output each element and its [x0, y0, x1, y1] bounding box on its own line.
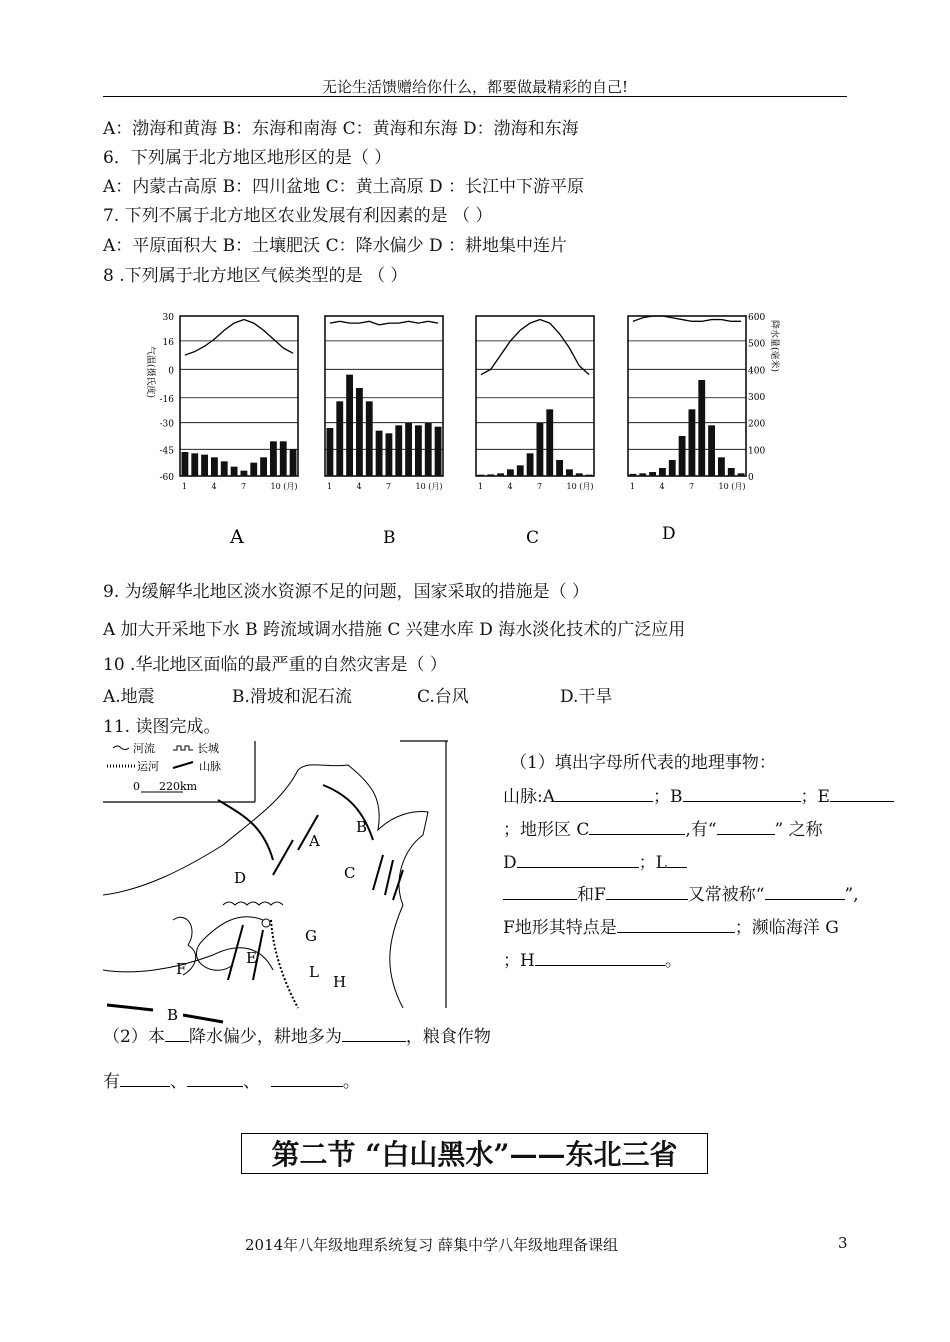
precipitation-bar: [260, 457, 267, 476]
x-tick-label: 4: [659, 482, 665, 491]
left-axis-tick: -16: [159, 394, 174, 405]
chart-frame: [476, 316, 594, 476]
precipitation-bar: [546, 409, 553, 476]
x-tick-label: 1: [478, 482, 484, 491]
map-label: B: [167, 1006, 179, 1024]
precipitation-bar: [356, 388, 363, 476]
precipitation-bar: [556, 460, 563, 476]
map-label: C: [344, 864, 356, 882]
precipitation-bar: [659, 468, 666, 476]
q11-part2-b: 降水偏少，耕地多为: [188, 1027, 342, 1047]
precipitation-bar: [376, 431, 383, 476]
precipitation-bar: [366, 401, 373, 476]
precipitation-bar: [487, 474, 494, 476]
blank-c[interactable]: [589, 818, 685, 835]
q10-option-d: D.干旱: [560, 687, 613, 707]
blank-f[interactable]: [606, 883, 688, 900]
q11-line6: [503, 913, 839, 938]
blank-l2[interactable]: [503, 883, 577, 900]
blank-e[interactable]: [830, 785, 894, 802]
precipitation-bar: [679, 436, 686, 476]
panel-label: B: [383, 528, 396, 548]
blank-l[interactable]: [667, 851, 687, 868]
left-axis-tick: -45: [159, 446, 174, 457]
legend-scale: 220km: [159, 780, 198, 793]
q11-line6-a: F地形其特点是: [503, 918, 617, 938]
q11-line3-c: ” 之称: [774, 820, 823, 840]
precipitation-bar: [415, 425, 422, 476]
q11-part2-c: ，粮食作物: [405, 1027, 491, 1047]
q5-options: A：渤海和黄海 B：东海和南海 C：黄海和东海 D：渤海和东海: [103, 119, 579, 139]
precipitation-bar: [250, 463, 257, 476]
header-motto: 无论生活馈赠给你什么，都要做最精彩的自己!: [321, 78, 629, 96]
precipitation-bar: [327, 428, 334, 476]
chart-frame: [628, 316, 746, 476]
left-axis-tick: -30: [159, 419, 174, 430]
precipitation-bar: [336, 401, 343, 476]
blank-crop2[interactable]: [187, 1070, 243, 1087]
q11-stem: 11. 读图完成。: [103, 717, 221, 737]
blank-c-nickname[interactable]: [717, 818, 775, 835]
panel-label: D: [662, 524, 676, 544]
precipitation-bar: [630, 474, 637, 476]
q11-line7: [503, 946, 682, 971]
left-axis-tick: 30: [162, 313, 174, 323]
map-label: B: [356, 818, 368, 836]
q11-line7-a: ；H: [503, 951, 535, 971]
precipitation-bar: [231, 467, 238, 476]
panel-label: A: [230, 526, 244, 548]
precipitation-bar: [698, 380, 705, 476]
blank-crop1[interactable]: [120, 1070, 170, 1087]
x-tick-label: 1: [182, 482, 188, 491]
map-label: G: [305, 927, 317, 945]
map-label: F: [176, 960, 187, 978]
q10-option-a: A.地震: [103, 687, 155, 707]
q7-stem: 7. 下列不属于北方地区农业发展有利因素的是 （ ）: [103, 206, 493, 226]
precipitation-bar: [270, 441, 277, 476]
left-axis-tick: -60: [159, 473, 174, 483]
section-title: 第二节 “白山黑水”——东北三省: [241, 1133, 708, 1174]
right-axis-tick: 0: [748, 473, 754, 483]
q8-stem: 8 .下列属于北方地区气候类型的是 （ ）: [103, 266, 408, 286]
q11-part3-c: 、: [243, 1072, 260, 1092]
climate-charts: [140, 306, 790, 558]
blank-nickname[interactable]: [765, 883, 845, 900]
q11-line2-b: ；B: [653, 787, 683, 807]
q11-part3-b: 、: [170, 1072, 187, 1092]
q7-options: A：平原面积大 B：土壤肥沃 C：降水偏少 D ：耕地集中连片: [103, 236, 568, 256]
map-label: D: [234, 869, 247, 887]
footer-left: 2014年八年级地理系统复习 薛集中学八年级地理备课组: [245, 1236, 618, 1254]
blank-d[interactable]: [517, 851, 639, 868]
precipitation-bar: [425, 423, 432, 476]
q11-line5: [503, 880, 859, 905]
right-axis-tick: 100: [748, 446, 766, 457]
blank-crop3[interactable]: [271, 1070, 343, 1087]
precipitation-bar: [527, 453, 534, 476]
q11-line3-a: ；地形区 C: [503, 820, 590, 840]
x-tick-label: 1: [327, 482, 333, 491]
x-tick-label: 10 (月): [415, 482, 443, 491]
temperature-line: [633, 316, 741, 321]
map-label: A: [309, 832, 320, 850]
legend-scale-zero: 0: [133, 780, 140, 793]
precipitation-bar: [211, 457, 218, 476]
q11-line5-c: 又常被称“: [687, 885, 765, 905]
precipitation-bar: [435, 427, 442, 476]
precipitation-bar: [386, 433, 393, 476]
right-axis-tick: 300: [748, 393, 766, 403]
q11-line5-d: ”,: [844, 885, 859, 905]
legend-river: 河流: [133, 742, 155, 755]
right-axis-tick: 400: [748, 366, 766, 377]
blank-a[interactable]: [555, 785, 653, 802]
q11-line5-b: 和F: [577, 885, 606, 905]
precipitation-bar: [478, 475, 485, 476]
x-tick-label: 10 (月): [270, 482, 298, 491]
map-label: L: [309, 963, 319, 981]
map-label: H: [333, 973, 347, 991]
precipitation-bar: [669, 460, 676, 476]
temperature-line: [330, 321, 438, 325]
blank-f-feature[interactable]: [617, 916, 735, 933]
q11-line4-a: D: [503, 853, 517, 873]
q11-line3-b: ,有“: [685, 820, 717, 840]
x-tick-label: 4: [211, 482, 217, 491]
q11-part2-a: （2）本: [103, 1027, 165, 1047]
left-axis-tick: 0: [168, 366, 174, 377]
blank-region[interactable]: [165, 1025, 189, 1042]
q6-stem: 6．下列属于北方地区地形区的是（ ）: [103, 148, 392, 168]
legend-mountain: 山脉: [199, 760, 221, 773]
precipitation-bar: [346, 375, 353, 476]
q11-part3-a: 有: [103, 1072, 120, 1092]
blank-b[interactable]: [683, 785, 801, 802]
precipitation-bar: [639, 473, 646, 476]
q10-option-c: C.台风: [417, 687, 469, 707]
x-tick-label: 7: [689, 482, 695, 491]
blank-farmland[interactable]: [342, 1025, 406, 1042]
precipitation-bar: [191, 453, 198, 476]
x-tick-label: 1: [630, 482, 636, 491]
right-axis-tick: 200: [748, 419, 766, 430]
x-tick-label: 10 (月): [718, 482, 746, 491]
x-tick-label: 7: [537, 482, 543, 491]
temperature-line: [481, 320, 589, 375]
precipitation-bar: [395, 425, 402, 476]
precipitation-bar: [497, 473, 504, 476]
left-axis-label: 气温(摄氏度): [145, 346, 155, 399]
precipitation-bar: [738, 473, 745, 476]
precipitation-bar: [405, 423, 412, 476]
x-tick-label: 4: [356, 482, 362, 491]
q11-line4-b: ；L: [638, 853, 667, 873]
header-divider: [103, 96, 847, 97]
x-tick-label: 7: [241, 482, 247, 491]
q11-line2-c: ；E: [800, 787, 830, 807]
map-label: E: [246, 949, 257, 967]
precipitation-bar: [566, 469, 573, 476]
legend-wall: 长城: [197, 742, 219, 755]
precipitation-bar: [586, 475, 593, 476]
q10-stem: 10 .华北地区面临的最严重的自然灾害是（ ）: [103, 655, 447, 675]
right-axis-tick: 600: [748, 313, 766, 323]
precipitation-bar: [537, 423, 544, 476]
precipitation-bar: [718, 457, 725, 476]
north-china-map: [103, 740, 453, 1030]
temperature-line: [185, 320, 293, 356]
q6-options: A：内蒙古高原 B：四川盆地 C：黄土高原 D ：长江中下游平原: [103, 177, 585, 197]
precipitation-bar: [201, 455, 208, 476]
panel-label: C: [526, 528, 540, 548]
precipitation-bar: [241, 471, 248, 476]
q9-stem: 9. 为缓解华北地区淡水资源不足的问题，国家采取的措施是（ ）: [103, 582, 590, 602]
precipitation-bar: [182, 452, 189, 476]
q11-line2: [503, 782, 894, 807]
precipitation-bar: [221, 461, 228, 476]
right-axis-label: 降水量(毫米): [769, 320, 779, 373]
precipitation-bar: [280, 441, 287, 476]
q11-part2: [103, 1022, 491, 1047]
blank-h[interactable]: [535, 949, 665, 966]
left-axis-tick: 16: [162, 337, 174, 348]
precipitation-bar: [576, 473, 583, 476]
precipitation-bar: [290, 449, 297, 476]
q11-part3: [103, 1067, 360, 1092]
q9-options: A 加大开采地下水 B 跨流域调水措施 C 兴建水库 D 海水淡化技术的广泛应用: [103, 620, 686, 640]
q11-line2-a: 山脉:A: [503, 787, 556, 807]
precipitation-bar: [507, 469, 514, 476]
q11-part3-d: 。: [342, 1072, 360, 1092]
page-number: 3: [838, 1234, 848, 1252]
x-tick-label: 7: [386, 482, 392, 491]
q11-line6-b: ；濒临海洋 G: [734, 918, 839, 938]
precipitation-bar: [649, 472, 656, 476]
right-axis-tick: 500: [748, 339, 766, 350]
x-tick-label: 4: [507, 482, 513, 491]
legend-canal: 运河: [137, 760, 159, 773]
precipitation-bar: [517, 465, 524, 476]
q11-line4: [503, 848, 687, 873]
precipitation-bar: [689, 409, 696, 476]
q11-line7-b: 。: [664, 951, 682, 971]
q11-line3: [503, 815, 823, 840]
q11-part1: （1）填出字母所代表的地理事物：: [510, 753, 776, 773]
precipitation-bar: [708, 425, 715, 476]
precipitation-bar: [728, 468, 735, 476]
q10-option-b: B.滑坡和泥石流: [232, 687, 352, 707]
x-tick-label: 10 (月): [566, 482, 594, 491]
